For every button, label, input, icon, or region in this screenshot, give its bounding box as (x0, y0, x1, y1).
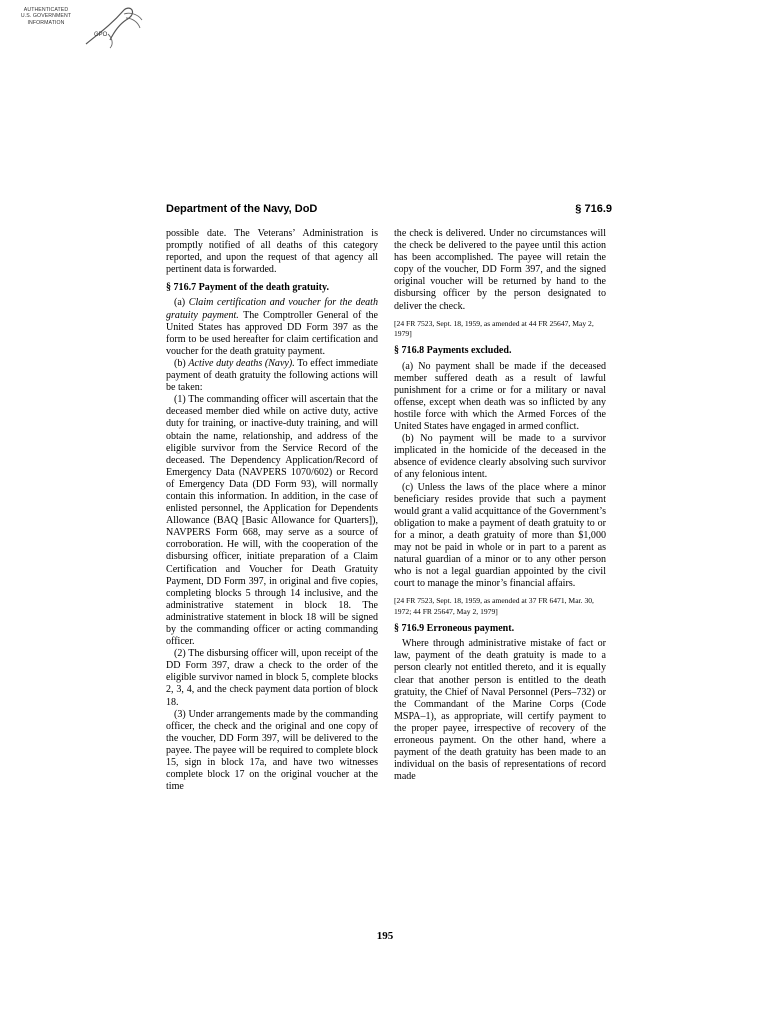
paragraph-b3: (3) Under arrangements made by the commanding officer, the check and the original and one copy of the voucher, DD Form 397, will be delivered to the payee. The payee will be required to complete block 15, sign in block 17a, and have two witnesses complete block 17 on the original voucher at the time (166, 708, 378, 793)
paragraph: the check is delivered. Under no circumstances will the check be delivered to the payee until this action has been accomplished. The payee will retain the copy of the voucher, DD Form 397, and the signed original voucher will be returned by hand to the disbursing officer by the person designated to deliver the check. (394, 228, 606, 312)
section-heading-716-9: § 716.9 Erroneous payment. (394, 623, 515, 635)
left-column (166, 228, 378, 793)
paragraph-b2: (2) The disbursing officer will, upon receipt of the DD Form 397, draw a check to the order of the eligible survivor named in block 5, complete blocks 2, 3, 4, and the check payment data portion of block 18. (166, 648, 378, 708)
page-number: 195 (376, 930, 394, 942)
source-citation: [24 FR 7523, Sept. 18, 1959, as amended at 37 FR 6471, Mar. 30, 1972; 44 FR 25647, May 2, 1979] (394, 596, 594, 616)
paragraph-label: (b) (174, 357, 186, 369)
paragraph-a: (a) No payment shall be made if the deceased member suffered death as a result of lawful punishment for a crime or for a military or naval offense, except when death was so inflicted by any hostile force with which the Armed Forces of the United States have engaged in armed conflict. (394, 360, 606, 433)
paragraph-subheading: Active duty deaths (Navy). (188, 357, 295, 369)
paragraph-b1: (1) The commanding officer will ascertain that the deceased member died while on active duty, active duty for training, or inactive-duty training, and will obtain the name, relationship, and address of the eligible survivor from the Service Record of the deceased. The Dependency Application/Record of Emergency Data (NAVPERS 1070/602) or Record of Emergency Data (DD Form 93), will normally contain this information. In addition, in the case of enlisted personnel, the Application for Dependents Allowance (BAQ [Basic Allowance for Quarters]), NAVPERS Form 668, may serve as a source of corroboration. He will, with the cooperation of the disbursing officer, initiate preparation of a Claim Certification and Voucher for Death Gratuity Payment, DD Form 397, in original and five copies, completing blocks 5 through 14 inclusive, and the administrative statement in block 18. The administrative statement in block 18 will be signed by the commanding officer or acting commanding officer. (166, 394, 378, 648)
paragraph-label: (a) (174, 297, 186, 309)
running-head-agency: Department of the Navy, DoD (166, 203, 318, 215)
paragraph-b (166, 358, 378, 394)
seal-gpo-label: GPO (94, 32, 108, 38)
paragraph-a (166, 297, 378, 357)
seal-line: INFORMATION (27, 19, 65, 26)
running-head (166, 203, 612, 219)
seal-line: U.S. GOVERNMENT (20, 13, 72, 20)
paragraph-subheading: Claim certification and voucher for the death gratuity payment. (166, 297, 378, 321)
section-heading-716-7: § 716.7 Payment of the death gratuity. (166, 282, 329, 294)
gpo-authentication-seal (6, 4, 146, 52)
paragraph: possible date. The Veterans’ Administration is promptly notified of all deaths of this category reported, and upon the request of that agency all pertinent data is forwarded. (166, 228, 378, 276)
paragraph-text: To effect immediate payment of death gratuity the following actions will be taken: (166, 357, 378, 394)
paragraph-c: (c) Unless the laws of the place where a minor beneficiary resides provide that such a payment would grant a valid acquittance of the Government’s obligation to make a payment of death gratuity to or for a minor, a death gratuity of more than $1,000 may not be paid in whole or in part to a parent as natural guardian of a minor or to any other person who is not a legal guardian appointed by the civil court to manage the minor’s financial affairs. (394, 481, 606, 590)
eagle-icon (80, 4, 146, 52)
source-citation: [24 FR 7523, Sept. 18, 1959, as amended at 44 FR 25647, May 2, 1979] (394, 318, 594, 339)
section-heading-716-8: § 716.8 Payments excluded. (394, 345, 512, 357)
right-column (394, 228, 606, 783)
paragraph: Where through administrative mistake of fact or law, payment of the death gratuity is made to a person clearly not entitled thereto, and it is equally clear that another person is entitled to the death gratuity, the Chief of Naval Personnel (Pers–732) or the Commandant of the Marine Corps (Code MSPA–1), as appropriate, will certify payment to the proper payee, irrespective of recovery of the erroneous payment. On the other hand, where a payment of the death gratuity has been made to an individual on the basis of representations of record made (394, 638, 606, 783)
seal-text (6, 7, 86, 26)
paragraph-b: (b) No payment will be made to a survivor implicated in the homicide of the deceased in the absence of evidence clearly absolving such survivor of any felonious intent. (394, 433, 606, 481)
paragraph-text: The Comptroller General of the United States has approved DD Form 397 as the form to be used hereafter for claim certification and voucher for the death gratuity payment. (166, 309, 379, 357)
running-head-section: § 716.9 (575, 203, 612, 215)
seal-line: AUTHENTICATED (23, 7, 69, 13)
